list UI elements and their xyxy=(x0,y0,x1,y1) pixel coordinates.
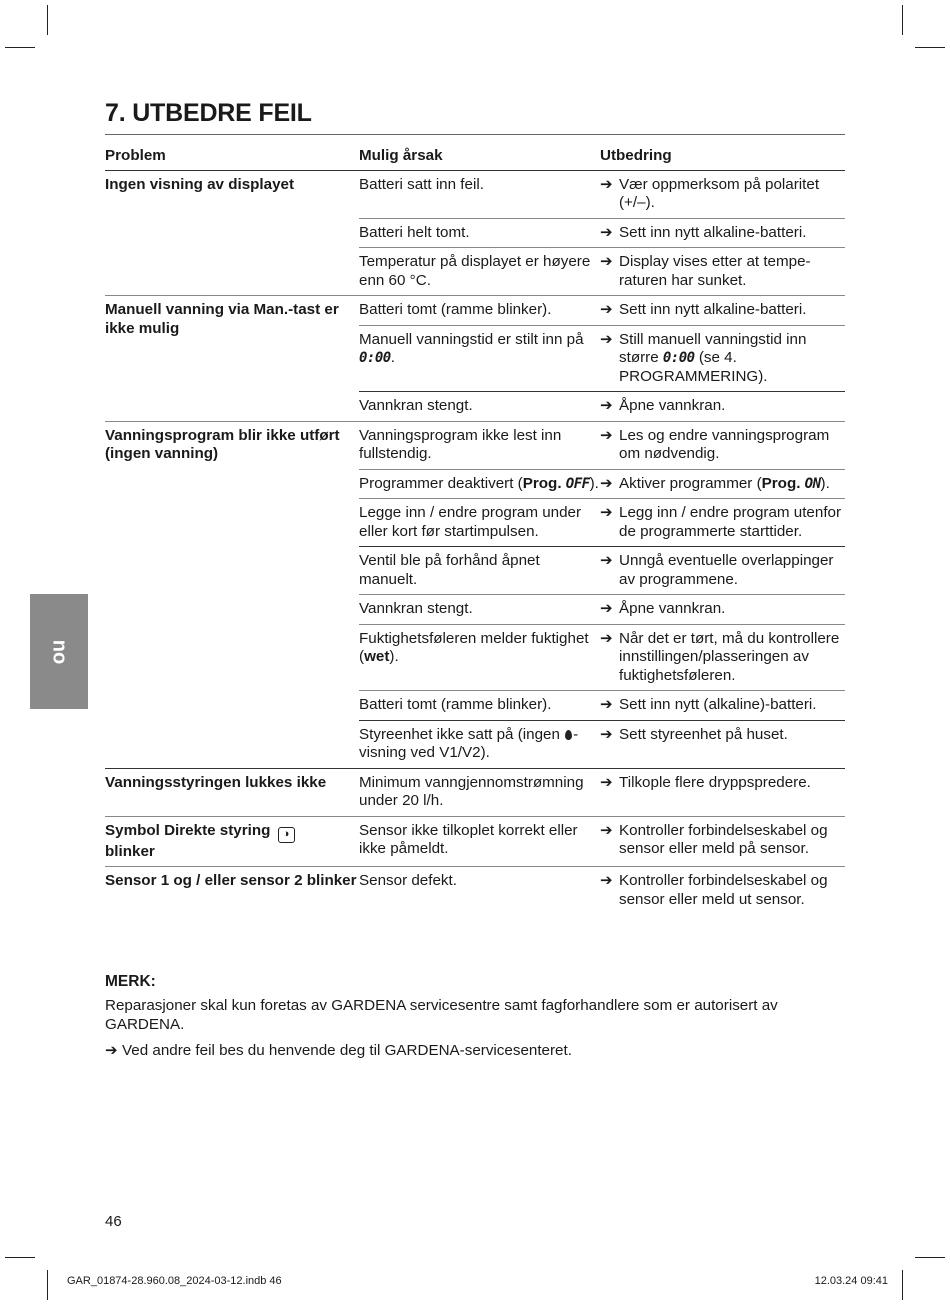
remedy-cell: ➔ Kontroller forbindelseskabel og sensor eller meld på sensor. xyxy=(600,816,845,867)
remedy-cell: ➔ Sett inn nytt (alkaline)-batteri. xyxy=(600,691,845,721)
remedy-cell: ➔ Legg inn / endre program utenfor de programmerte starttider. xyxy=(600,499,845,547)
remedy-cell: ➔ Still manuell vanningstid inn større 0:00 (se 4. PROGRAMMERING). xyxy=(600,325,845,392)
note-heading: MERK: xyxy=(105,973,156,990)
remedy-cell: ➔ Aktiver programmer (Prog. ON). xyxy=(600,469,845,499)
note-body: Reparasjoner skal kun foretas av GARDENA servicesentre samt fagforhandlere som er autorisert av GARDENA. xyxy=(105,997,778,1033)
cause-cell: Manuell vanningstid er stilt inn på 0:00. xyxy=(359,325,600,392)
crop-mark xyxy=(915,1257,945,1258)
lcd-value: ON xyxy=(804,475,821,492)
crop-mark xyxy=(915,47,945,48)
arrow-icon: ➔ xyxy=(600,725,613,743)
print-file-info: GAR_01874-28.960.08_2024-03-12.indb 46 xyxy=(67,1275,282,1287)
arrow-icon: ➔ xyxy=(600,426,613,444)
cause-cell: Programmer deaktivert (Prog. OFF). xyxy=(359,469,600,499)
lcd-value: 0:00 xyxy=(359,350,391,366)
cause-cell: Legge inn / endre program under eller kort før startimpulsen. xyxy=(359,499,600,547)
arrow-icon: ➔ xyxy=(600,821,613,839)
arrow-icon: ➔ xyxy=(600,474,613,492)
problem-cell: Symbol Direkte styring ◑ blinker xyxy=(105,816,359,867)
cause-cell: Minimum vanngjennomstrømning under 20 l/h. xyxy=(359,768,600,816)
cause-cell: Styreenhet ikke satt på (ingen -visning ved V1/V2). xyxy=(359,720,600,768)
remedy-cell: ➔ Vær oppmerksom på polaritet (+/–). xyxy=(600,170,845,218)
header-problem: Problem xyxy=(105,141,359,170)
arrow-icon: ➔ xyxy=(600,696,613,713)
remedy-cell: ➔ Åpne vannkran. xyxy=(600,595,845,625)
table-row xyxy=(105,170,845,218)
remedy-cell: ➔ Åpne vannkran. xyxy=(600,392,845,422)
arrow-icon: ➔ xyxy=(600,330,613,348)
page-number: 46 xyxy=(105,1213,122,1230)
crop-mark xyxy=(47,5,48,35)
table-row xyxy=(105,867,845,915)
arrow-icon: ➔ xyxy=(600,253,613,270)
arrow-icon: ➔ xyxy=(600,504,613,521)
language-side-tab xyxy=(30,594,88,709)
problem-cell: Ingen visning av displayet xyxy=(105,170,359,296)
remedy-cell: ➔ Når det er tørt, må du kontrollere innstillingen/plasseringen av fuktighetsføleren. xyxy=(600,624,845,691)
page-title: 7. UTBEDRE FEIL xyxy=(105,99,312,127)
remedy-cell: ➔ Kontroller forbindelseskabel og sensor eller meld ut sensor. xyxy=(600,872,828,908)
crop-mark xyxy=(47,1270,48,1300)
table-row xyxy=(105,768,845,816)
problem-cell: Vanningsstyringen lukkes ikke xyxy=(105,768,359,816)
arrow-icon: ➔ xyxy=(600,773,613,791)
arrow-icon: ➔ xyxy=(600,872,613,889)
problem-cell: Manuell vanning via Man.-tast er ikke mulig xyxy=(105,296,359,422)
cause-cell: Vanningsprogram ikke lest inn fullstendig. xyxy=(359,421,600,469)
crop-mark xyxy=(5,47,35,48)
problem-cell: Vanningsprogram blir ikke utført (ingen vanning) xyxy=(105,421,359,768)
problem-cell: Sensor 1 og / eller sensor 2 blinker xyxy=(105,872,357,889)
direct-control-icon: ◑ xyxy=(278,827,295,843)
remedy-cell: ➔ Display vises etter at temperaturen har sunket. xyxy=(600,248,845,296)
arrow-icon: ➔ xyxy=(600,552,613,569)
remedy-cell: ➔ Sett styreenhet på huset. xyxy=(600,720,845,768)
cause-cell: Vannkran stengt. xyxy=(359,392,600,422)
crop-mark xyxy=(902,1270,903,1300)
title-divider xyxy=(105,134,845,135)
arrow-icon: ➔ xyxy=(105,1042,118,1059)
table-row xyxy=(105,816,845,867)
remedy-cell: ➔ Sett inn nytt alkaline-batteri. xyxy=(600,218,845,248)
cause-cell: Batteri tomt (ramme blinker). xyxy=(359,691,600,721)
remedy-cell: ➔ Les og endre vanningsprogram om nødvendig. xyxy=(600,421,845,469)
crop-mark xyxy=(902,5,903,35)
troubleshooting-table xyxy=(105,141,845,914)
cause-cell: Temperatur på displayet er høyere enn 60 °C. xyxy=(359,248,600,296)
remedy-cell: ➔ Unngå eventuelle overlappinger av programmene. xyxy=(600,547,845,595)
note-instruction: ➔ Ved andre feil bes du henvende deg til GARDENA-servicesenteret. xyxy=(105,1042,572,1059)
header-remedy: Utbedring xyxy=(600,141,845,170)
cause-cell: Batteri tomt (ramme blinker). xyxy=(359,296,600,326)
arrow-icon: ➔ xyxy=(600,223,613,241)
print-timestamp: 12.03.24 09:41 xyxy=(814,1275,888,1287)
lcd-value: 0:00 xyxy=(662,350,695,366)
cause-cell: Sensor ikke tilkoplet korrekt eller ikke påmeldt. xyxy=(359,816,600,867)
remedy-cell: ➔ Sett inn nytt alkaline-batteri. xyxy=(600,296,845,326)
table-header-row xyxy=(105,141,845,170)
arrow-icon: ➔ xyxy=(600,301,613,318)
arrow-icon: ➔ xyxy=(600,397,613,414)
remedy-cell: ➔ Tilkople flere dryppspredere. xyxy=(600,768,845,816)
crop-mark xyxy=(5,1257,35,1258)
cause-cell: Sensor defekt. xyxy=(359,872,457,889)
arrow-icon: ➔ xyxy=(600,175,613,193)
header-cause: Mulig årsak xyxy=(359,141,600,170)
arrow-icon: ➔ xyxy=(600,600,613,617)
cause-cell: Fuktighetsføleren melder fuktighet (wet). xyxy=(359,624,600,691)
lcd-value: OFF xyxy=(565,475,590,492)
language-code: no xyxy=(48,639,71,664)
table-row xyxy=(105,296,845,326)
cause-cell: Vannkran stengt. xyxy=(359,595,600,625)
table-row xyxy=(105,421,845,469)
cause-cell: Batteri helt tomt. xyxy=(359,218,600,248)
arrow-icon: ➔ xyxy=(600,629,613,647)
cause-cell: Ventil ble på forhånd åpnet manuelt. xyxy=(359,547,600,595)
cause-cell: Batteri satt inn feil. xyxy=(359,170,600,218)
water-drop-icon xyxy=(565,730,572,740)
